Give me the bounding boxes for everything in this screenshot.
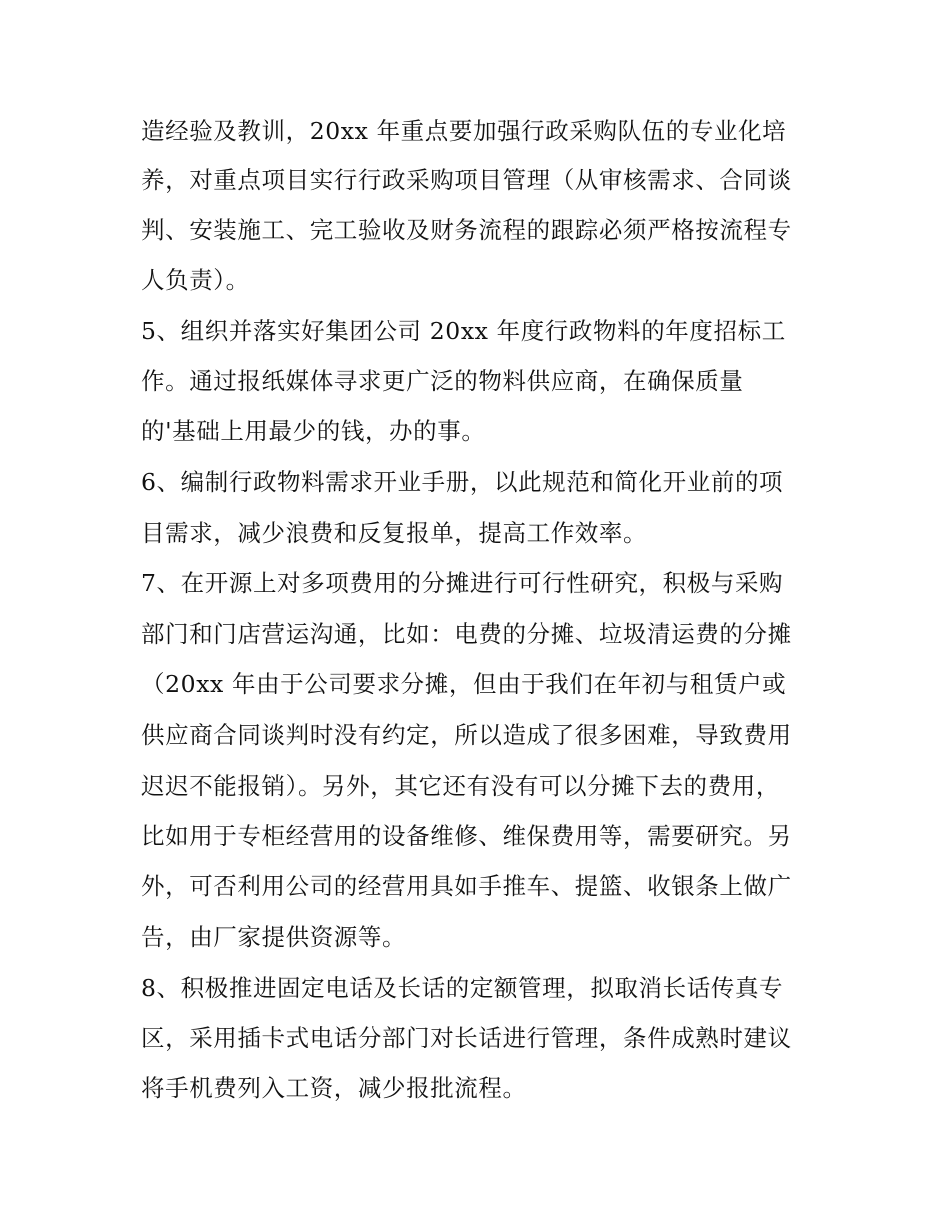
text-line: 目需求，减少浪费和反复报单，提高工作效率。 <box>141 519 648 547</box>
text-line: 将手机费列入工资，减少报批流程。 <box>141 1074 527 1102</box>
text-line: 区，采用插卡式电话分部门对长话进行管理，条件成熟时建议 <box>141 1024 792 1052</box>
text-line: 6、编制行政物料需求开业手册，以此规范和简化开业前的项 <box>141 468 784 496</box>
text-line: 7、在开源上对多项费用的分摊进行可行性研究，积极与采购 <box>141 569 784 597</box>
text-line: 迟迟不能报销）。另外，其它还有没有可以分摊下去的费用， <box>141 772 780 800</box>
text-line: 养，对重点项目实行行政采购项目管理（从审核需求、合同谈 <box>141 166 792 194</box>
text-line: 告，由厂家提供资源等。 <box>141 923 407 951</box>
text-line: 部门和门店营运沟通，比如：电费的分摊、垃圾清运费的分摊 <box>141 620 792 648</box>
text-line: 5、组织并落实好集团公司 20xx 年度行政物料的年度招标工 <box>141 317 786 345</box>
text-line: （20xx 年由于公司要求分摊，但由于我们在年初与租赁户或 <box>141 670 787 698</box>
text-line: 供应商合同谈判时没有约定，所以造成了很多困难，导致费用 <box>141 721 792 749</box>
text-line: 8、积极推进固定电话及长话的定额管理，拟取消长话传真专 <box>141 974 784 1002</box>
text-line: 造经验及教训，20xx 年重点要加强行政采购队伍的专业化培 <box>141 117 787 145</box>
text-line: 外，可否利用公司的经营用具如手推车、提篮、收银条上做广 <box>141 872 792 900</box>
text-line: 人负责）。 <box>141 266 250 294</box>
text-line: 作。通过报纸媒体寻求更广泛的物料供应商，在确保质量 <box>141 367 744 395</box>
text-line: 的'基础上用最少的钱，办的事。 <box>141 417 486 445</box>
text-line: 判、安装施工、完工验收及财务流程的跟踪必须严格按流程专 <box>141 216 792 244</box>
text-line: 比如用于专柜经营用的设备维修、维保费用等，需要研究。另 <box>141 822 792 850</box>
